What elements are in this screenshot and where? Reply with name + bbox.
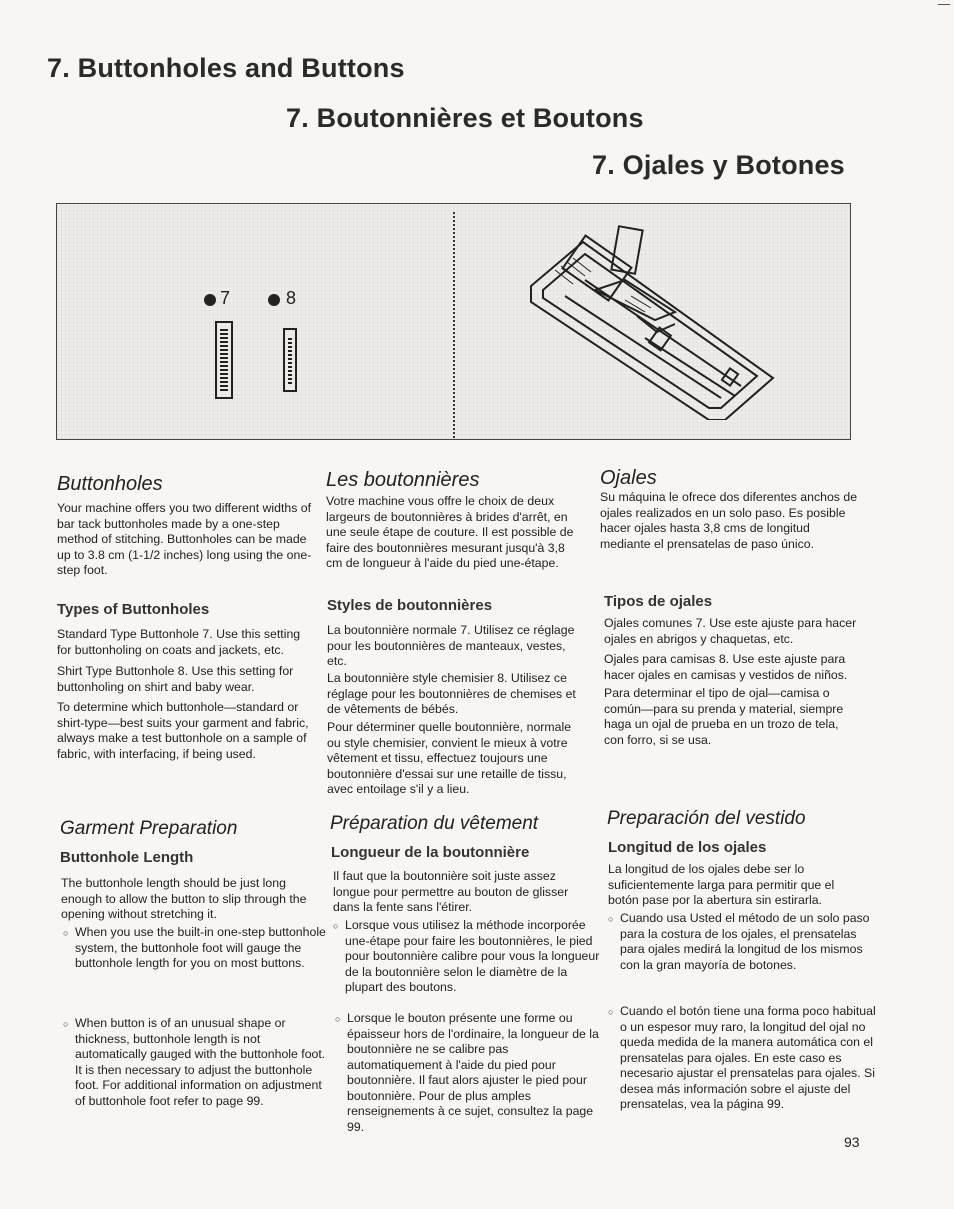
fr-bullet-onestep-text: Lorsque vous utilisez la méthode incorporée une-étape pour faire les boutonnières, le pied pour boutonnière calibre pour vous la longueur de la boutonnière selon le diamètre de la plupart des boutons.: [345, 918, 600, 994]
en-bullet-unusual: [63, 1016, 329, 1109]
fr-length-text: Il faut que la boutonnière soit juste assez longue pour permettre au bouton de glisser dans la fente sans l'étirer.: [333, 869, 569, 914]
fr-bullet-onestep: [333, 918, 601, 996]
es-types-shirt: Ojales para camisas 8. Use este ajuste para hacer ojales en camisas y vestidos de niños.: [604, 652, 848, 682]
es-bullet-unusual: [608, 1004, 876, 1113]
fr-bullet-unusual: [335, 1011, 601, 1135]
title-english: 7. Buttonholes and Buttons: [47, 53, 405, 83]
bullet-icon: ○: [335, 1014, 341, 1024]
es-bullet-onestep-text: Cuando usa Usted el método de un solo paso para la costura de los ojales, el prensatelas para ojales medirá la longitud de los mismos con la gran mayoría de botones.: [620, 911, 870, 972]
en-heading-types: Types of Buttonholes: [57, 601, 210, 618]
title-spanish: 7. Ojales y Botones: [592, 150, 845, 180]
bullet-icon: ○: [63, 928, 69, 938]
es-types-standard: Ojales comunes 7. Use este ajuste para hacer ojales en abrigos y chaquetas, etc.: [604, 616, 857, 646]
figure-label-7: 7: [220, 288, 231, 308]
en-length-text: The buttonhole length should be just long enough to allow the button to slip through the opening without stretching it.: [61, 876, 307, 921]
es-bullet-onestep: [608, 911, 876, 973]
fr-types-determine: Pour déterminer quelle boutonnière, normale ou style chemisier, convient le mieux à votre vêtement et tissu, effectuez toujours une boutonnière d'essai sur une retaille de tissu, avec entoilage s'il y a lieu.: [327, 720, 572, 796]
bullet-icon: ○: [608, 914, 614, 924]
es-bullet-unusual-text: Cuando el botón tiene una forma poco habitual o un espesor muy raro, la longitud del ojal no queda medida de la manera automática con el prensatelas para ojales. En este caso es necesario ajustar el prensatelas para ojales. Si desea más información sobre el ajuste del prensatelas, vea la página 99.: [620, 1004, 876, 1111]
en-heading-length: Buttonhole Length: [60, 849, 194, 866]
en-bullet-unusual-text: When button is of an unusual shape or thickness, buttonhole length is not automatically gauged with the buttonhole foot. It is then necessary to adjust the buttonhole foot. For additional information on adjustment of buttonhole foot refer to page 99.: [75, 1016, 326, 1108]
title-french: 7. Boutonnières et Boutons: [286, 103, 644, 133]
fr-heading-garment-prep: Préparation du vêtement: [330, 813, 539, 834]
en-heading-buttonholes: Buttonholes: [57, 473, 163, 495]
buttonhole-illustration: [56, 203, 851, 440]
fr-heading-buttonholes: Les boutonnières: [326, 469, 480, 491]
es-heading-garment-prep: Preparación del vestido: [607, 808, 806, 829]
fr-intro: Votre machine vous offre le choix de deux largeurs de boutonnières à brides d'arrêt, en une seule étape de couture. Il est possible de faire des boutonnières mesurant jusqu'à 3,8 cm de longueur à l'aide du pied une-étape.: [326, 494, 574, 570]
figure-label-8: 8: [286, 288, 297, 308]
bullet-dot-icon: [268, 294, 280, 306]
shirt-buttonhole-icon: [283, 328, 297, 392]
corner-mark: [938, 4, 950, 5]
es-heading-length: Longitud de los ojales: [608, 839, 767, 856]
buttonhole-foot-icon: [525, 220, 775, 420]
en-bullet-onestep-text: When you use the built-in one-step buttonhole system, the buttonhole foot will gauge the buttonhole length for you on most buttons.: [75, 925, 326, 970]
bullet-icon: ○: [63, 1019, 69, 1029]
fr-heading-length: Longueur de la boutonnière: [331, 844, 530, 861]
en-types-standard: Standard Type Buttonhole 7. Use this setting for buttonholing on coats and jackets, etc.: [57, 627, 301, 657]
fr-types-shirt: La boutonnière style chemisier 8. Utilisez ce réglage pour les boutonnières de chemises et de vêtements de bébés.: [327, 671, 576, 716]
fr-heading-types: Styles de boutonnières: [327, 597, 493, 614]
bullet-icon: ○: [333, 921, 339, 931]
en-intro: Your machine offers you two different widths of bar tack buttonholes made by a one-step method of stitching. Buttonholes can be made up to 3.8 cm (1-1/2 inches) long using the one-step foot.: [57, 501, 312, 577]
en-types-determine: To determine which buttonhole—standard or shirt-type—best suits your garment and fabric, always make a test buttonhole on a sample of fabric, with interfacing, if being used.: [57, 700, 309, 761]
es-heading-types: Tipos de ojales: [604, 593, 713, 610]
fr-types-standard: La boutonnière normale 7. Utilisez ce réglage pour les boutonnières de manteaux, vestes, etc.: [327, 623, 575, 668]
standard-buttonhole-icon: [215, 321, 233, 399]
es-intro: Su máquina le ofrece dos diferentes anchos de ojales realizados en un solo paso. Es posible hacer ojales hasta 3,8 cms de longitud mediante el prensatelas de paso único.: [600, 490, 858, 551]
es-heading-buttonholes: Ojales: [600, 467, 657, 489]
figure-divider: [453, 212, 455, 438]
es-length-text: La longitud de los ojales debe ser lo suficientemente larga para permitir que el botón pase por la abertura sin estirarla.: [608, 862, 835, 907]
es-types-determine: Para determinar el tipo de ojal—camisa o común—para su prenda y material, siempre haga un ojal de prueba en un trozo de tela, con forro, si se usa.: [604, 686, 844, 747]
en-types-shirt: Shirt Type Buttonhole 8. Use this setting for buttonholing on shirt and baby wear.: [57, 664, 294, 694]
en-bullet-onestep: [63, 925, 329, 972]
en-heading-garment-prep: Garment Preparation: [60, 818, 238, 839]
bullet-icon: ○: [608, 1007, 614, 1017]
bullet-dot-icon: [204, 294, 216, 306]
fr-bullet-unusual-text: Lorsque le bouton présente une forme ou épaisseur hors de l'ordinaire, la longueur de la boutonnière ne se calibre pas automatiquement à l'aide du pied pour boutonnière. Il faut alors ajuster le pied pour boutonnière. Pour de plus amples renseignements à ce sujet, consultez la page 99.: [347, 1011, 599, 1134]
page-number: 93: [844, 1134, 860, 1150]
